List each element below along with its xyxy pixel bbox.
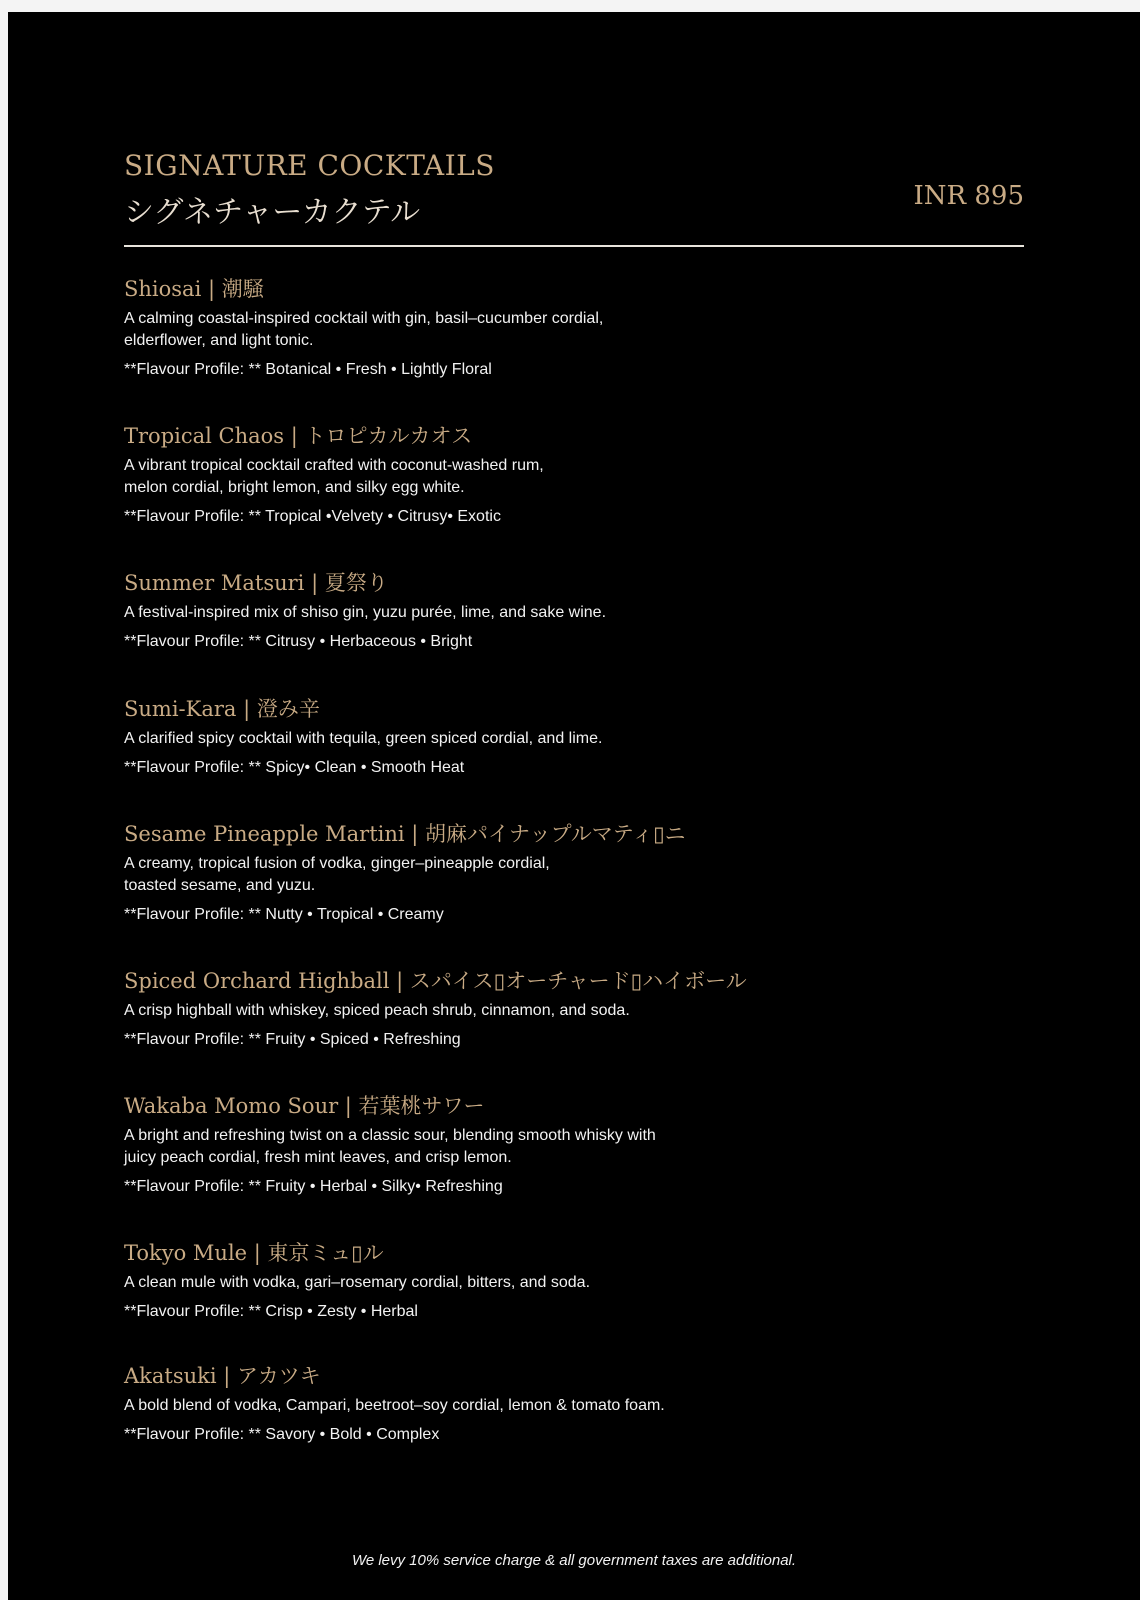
item-description: A clarified spicy cocktail with tequila, green spiced cordial, and lime.	[124, 730, 603, 747]
menu-item-sumi-kara	[124, 694, 884, 779]
item-description: A vibrant tropical cocktail crafted with coconut-washed rum, melon cordial, bright lemon, and silky egg white.	[124, 457, 544, 496]
item-name: Wakaba Momo Sour | 若葉桃サワー	[124, 1094, 485, 1118]
menu-header	[124, 149, 1024, 249]
menu-item-sesame-pineapple-martini	[124, 819, 884, 926]
menu-item-shiosai	[124, 274, 884, 381]
item-name: Tokyo Mule | 東京ミュ▯ル	[124, 1241, 384, 1265]
item-name: Summer Matsuri | 夏祭り	[124, 571, 388, 595]
item-flavour-profile: **Flavour Profile: ** Spicy• Clean • Smooth Heat	[124, 759, 465, 776]
item-flavour-profile: **Flavour Profile: ** Fruity • Spiced • Refreshing	[124, 1031, 461, 1048]
header-divider	[124, 245, 1024, 247]
menu-item-wakaba-momo-sour	[124, 1091, 884, 1198]
menu-item-summer-matsuri	[124, 568, 884, 653]
menu-item-tokyo-mule	[124, 1238, 884, 1323]
section-title-english: SIGNATURE COCKTAILS	[124, 149, 495, 182]
menu-page	[8, 12, 1140, 1600]
item-description: A creamy, tropical fusion of vodka, ginger–pineapple cordial, toasted sesame, and yuzu.	[124, 855, 550, 894]
item-flavour-profile: **Flavour Profile: ** Savory • Bold • Complex	[124, 1426, 440, 1443]
item-description: A bright and refreshing twist on a classic sour, blending smooth whisky with juicy peach cordial, fresh mint leaves, and crisp lemon.	[124, 1127, 656, 1166]
item-flavour-profile: **Flavour Profile: ** Crisp • Zesty • Herbal	[124, 1303, 418, 1320]
item-description: A crisp highball with whiskey, spiced peach shrub, cinnamon, and soda.	[124, 1002, 630, 1019]
menu-item-tropical-chaos	[124, 421, 884, 528]
item-description: A bold blend of vodka, Campari, beetroot–soy cordial, lemon & tomato foam.	[124, 1397, 665, 1414]
item-flavour-profile: **Flavour Profile: ** Nutty • Tropical • Creamy	[124, 906, 444, 923]
item-flavour-profile: **Flavour Profile: ** Citrusy • Herbaceous • Bright	[124, 633, 473, 650]
service-charge-note: We levy 10% service charge & all government taxes are additional.	[351, 1552, 797, 1569]
item-name: Sumi-Kara | 澄み辛	[124, 697, 320, 721]
item-name: Sesame Pineapple Martini | 胡麻パイナップルマティ▯ニ	[124, 822, 686, 846]
menu-item-akatsuki	[124, 1361, 884, 1446]
section-price: INR 895	[913, 181, 1024, 211]
item-name: Akatsuki | アカツキ	[124, 1364, 321, 1388]
item-flavour-profile: **Flavour Profile: ** Fruity • Herbal • Silky• Refreshing	[124, 1178, 503, 1195]
menu-item-spiced-orchard-highball	[124, 966, 884, 1051]
item-name: Tropical Chaos | トロピカルカオス	[124, 424, 473, 448]
item-flavour-profile: **Flavour Profile: ** Tropical •Velvety • Citrusy• Exotic	[124, 508, 501, 525]
item-name: Spiced Orchard Highball | スパイス▯オーチャード▯ハイボール	[124, 969, 747, 993]
item-description: A festival-inspired mix of shiso gin, yuzu purée, lime, and sake wine.	[124, 604, 607, 621]
section-title-japanese: シグネチャーカクテル	[124, 195, 421, 230]
item-flavour-profile: **Flavour Profile: ** Botanical • Fresh • Lightly Floral	[124, 361, 492, 378]
item-description: A calming coastal-inspired cocktail with gin, basil–cucumber cordial, elderflower, and light tonic.	[124, 310, 604, 349]
item-description: A clean mule with vodka, gari–rosemary cordial, bitters, and soda.	[124, 1274, 591, 1291]
item-name: Shiosai | 潮騒	[124, 277, 264, 301]
